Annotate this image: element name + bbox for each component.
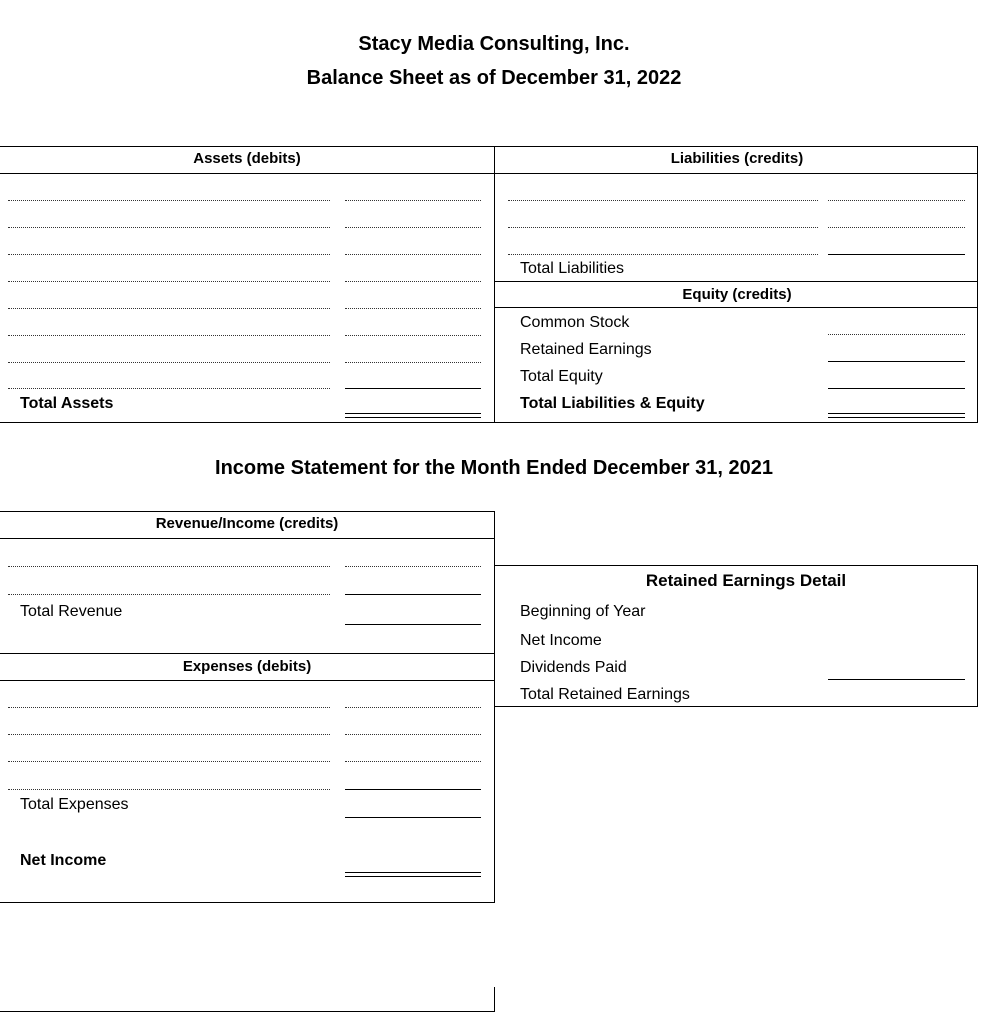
balance-bottom-border bbox=[0, 422, 978, 423]
total-revenue-amount-line[interactable] bbox=[345, 624, 481, 625]
expense-subtotal-rule bbox=[345, 789, 481, 790]
expense-amount-line[interactable] bbox=[345, 707, 481, 708]
asset-name-line[interactable] bbox=[8, 335, 330, 336]
asset-subtotal-rule bbox=[345, 388, 481, 389]
total-liabilities-equity-label: Total Liabilities & Equity bbox=[520, 395, 705, 412]
expense-name-line[interactable] bbox=[8, 707, 330, 708]
asset-amount-line[interactable] bbox=[345, 254, 481, 255]
total-expenses-amount-line[interactable] bbox=[345, 817, 481, 818]
revenue-amount-line[interactable] bbox=[345, 566, 481, 567]
net-income-double-rule[interactable] bbox=[345, 872, 481, 877]
liabilities-header: Liabilities (credits) bbox=[670, 150, 804, 167]
asset-name-line[interactable] bbox=[8, 362, 330, 363]
total-liabilities-equity-double-rule[interactable] bbox=[828, 413, 965, 418]
total-expenses-label: Total Expenses bbox=[20, 796, 129, 813]
bottom-frame-edge bbox=[0, 1011, 495, 1012]
balance-divider bbox=[494, 146, 495, 423]
expense-amount-line[interactable] bbox=[345, 761, 481, 762]
expense-name-line[interactable] bbox=[8, 761, 330, 762]
equity-header-border bbox=[494, 307, 978, 308]
total-liabilities-label: Total Liabilities bbox=[520, 260, 625, 277]
total-revenue-label: Total Revenue bbox=[20, 603, 123, 620]
bottom-frame-corner bbox=[494, 987, 495, 1012]
income-bottom-border bbox=[0, 902, 495, 903]
common-stock-amount-line[interactable] bbox=[828, 334, 965, 335]
retained-earnings-detail-header: Retained Earnings Detail bbox=[645, 571, 847, 590]
asset-name-line[interactable] bbox=[8, 308, 330, 309]
asset-amount-line[interactable] bbox=[345, 281, 481, 282]
expense-name-line[interactable] bbox=[8, 789, 330, 790]
liability-name-line[interactable] bbox=[508, 254, 818, 255]
asset-name-line[interactable] bbox=[8, 388, 330, 389]
beginning-of-year-label: Beginning of Year bbox=[520, 603, 646, 620]
expense-name-line[interactable] bbox=[8, 734, 330, 735]
asset-amount-line[interactable] bbox=[345, 362, 481, 363]
expenses-top-border bbox=[0, 653, 495, 654]
asset-amount-line[interactable] bbox=[345, 200, 481, 201]
asset-amount-line[interactable] bbox=[345, 335, 481, 336]
asset-name-line[interactable] bbox=[8, 227, 330, 228]
revenue-header: Revenue/Income (credits) bbox=[155, 515, 339, 532]
revenue-name-line[interactable] bbox=[8, 566, 330, 567]
liability-name-line[interactable] bbox=[508, 200, 818, 201]
asset-name-line[interactable] bbox=[8, 200, 330, 201]
asset-name-line[interactable] bbox=[8, 281, 330, 282]
dividends-paid-label: Dividends Paid bbox=[520, 659, 627, 676]
asset-name-line[interactable] bbox=[8, 254, 330, 255]
assets-header: Assets (debits) bbox=[193, 150, 301, 167]
liability-amount-line[interactable] bbox=[828, 227, 965, 228]
balance-top-border bbox=[0, 146, 978, 147]
retained-earnings-amount-line[interactable] bbox=[828, 361, 965, 362]
expenses-header-border bbox=[0, 680, 495, 681]
dividends-paid-amount-line[interactable] bbox=[828, 679, 965, 680]
revenue-name-line[interactable] bbox=[8, 594, 330, 595]
expenses-header: Expenses (debits) bbox=[182, 658, 312, 675]
income-statement-title: Income Statement for the Month Ended December 31, 2021 bbox=[215, 457, 773, 479]
balance-sheet-title: Balance Sheet as of December 31, 2022 bbox=[306, 67, 682, 89]
total-assets-label: Total Assets bbox=[20, 395, 114, 412]
re-net-income-label: Net Income bbox=[520, 632, 602, 649]
total-assets-double-rule[interactable] bbox=[345, 413, 481, 418]
liability-subtotal-rule bbox=[828, 254, 965, 255]
liability-name-line[interactable] bbox=[508, 227, 818, 228]
retained-earnings-label: Retained Earnings bbox=[520, 341, 652, 358]
balance-header-border bbox=[0, 173, 978, 174]
total-retained-earnings-label: Total Retained Earnings bbox=[520, 686, 690, 703]
total-equity-amount-line[interactable] bbox=[828, 388, 965, 389]
revenue-header-border bbox=[0, 538, 495, 539]
equity-header: Equity (credits) bbox=[682, 286, 792, 303]
asset-amount-line[interactable] bbox=[345, 308, 481, 309]
total-equity-label: Total Equity bbox=[520, 368, 603, 385]
asset-amount-line[interactable] bbox=[345, 227, 481, 228]
liability-amount-line[interactable] bbox=[828, 200, 965, 201]
company-name: Stacy Media Consulting, Inc. bbox=[358, 33, 630, 55]
revenue-subtotal-rule bbox=[345, 594, 481, 595]
common-stock-label: Common Stock bbox=[520, 314, 630, 331]
net-income-label: Net Income bbox=[20, 852, 107, 869]
expense-amount-line[interactable] bbox=[345, 734, 481, 735]
equity-top-border bbox=[494, 281, 978, 282]
revenue-top-border bbox=[0, 511, 495, 512]
